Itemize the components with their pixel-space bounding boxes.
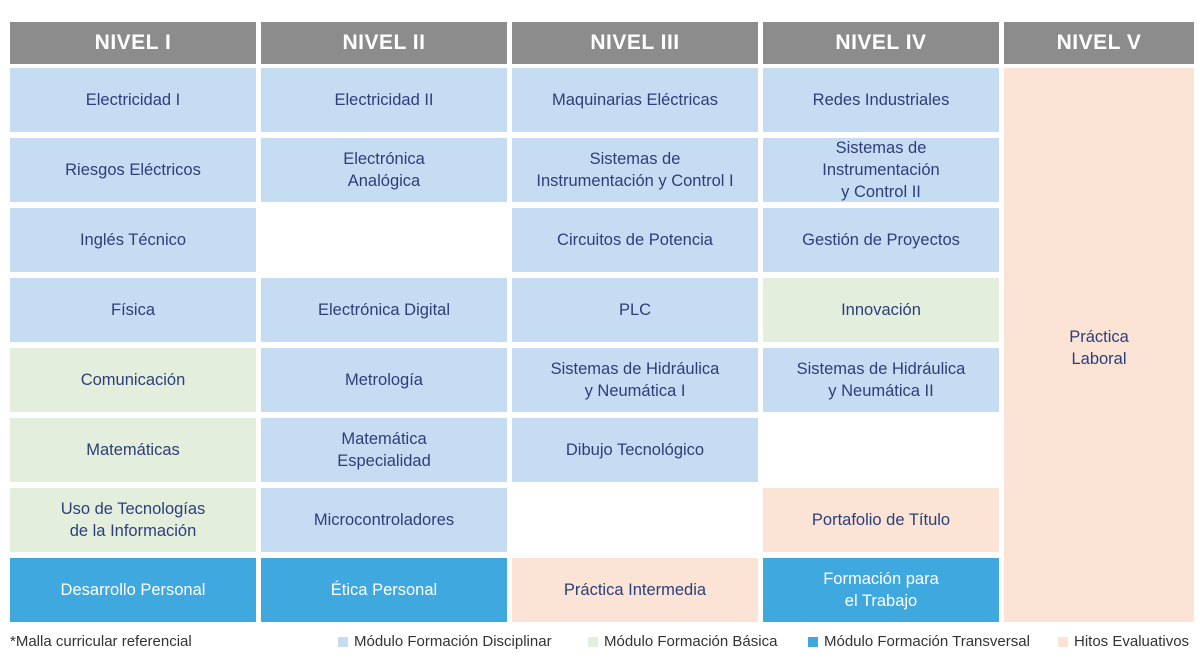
module-cell: Metrología	[261, 348, 507, 412]
level-column-3	[512, 0, 758, 664]
module-cell: Gestión de Proyectos	[763, 208, 999, 272]
legend-label: Hitos Evaluativos	[1074, 633, 1190, 650]
legend-swatch	[338, 637, 348, 647]
module-cell: Formación para el Trabajo	[763, 558, 999, 622]
legend	[0, 628, 1200, 656]
level-column-2	[261, 0, 507, 664]
level-header: NIVEL V	[1004, 22, 1194, 64]
legend-swatch	[588, 637, 598, 647]
module-cell: Redes Industriales	[763, 68, 999, 132]
module-cell: Electrónica Analógica	[261, 138, 507, 202]
module-cell: Maquinarias Eléctricas	[512, 68, 758, 132]
module-cell: Circuitos de Potencia	[512, 208, 758, 272]
module-cell: Microcontroladores	[261, 488, 507, 552]
legend-note: *Malla curricular referencial	[10, 633, 192, 650]
module-cell: Sistemas de Hidráulica y Neumática I	[512, 348, 758, 412]
level-column-5	[1004, 0, 1194, 664]
level-column-4	[763, 0, 999, 664]
legend-label: Módulo Formación Disciplinar	[354, 633, 552, 650]
empty-cell	[763, 418, 999, 482]
legend-label: Módulo Formación Básica	[604, 633, 778, 650]
module-cell: Riesgos Eléctricos	[10, 138, 256, 202]
module-cell: Inglés Técnico	[10, 208, 256, 272]
module-cell: PLC	[512, 278, 758, 342]
module-cell: Física	[10, 278, 256, 342]
legend-swatch	[1058, 637, 1068, 647]
module-cell: Práctica Intermedia	[512, 558, 758, 622]
legend-swatch	[808, 637, 818, 647]
legend-item-basica	[588, 633, 777, 650]
module-cell: Matemática Especialidad	[261, 418, 507, 482]
module-cell: Uso de Tecnologías de la Información	[10, 488, 256, 552]
level-column-1	[10, 0, 256, 664]
level-header: NIVEL II	[261, 22, 507, 64]
legend-item-transversal	[808, 633, 1030, 650]
level-header: NIVEL I	[10, 22, 256, 64]
empty-cell	[261, 208, 507, 272]
module-cell: Dibujo Tecnológico	[512, 418, 758, 482]
module-cell: Ética Personal	[261, 558, 507, 622]
module-cell-practica-laboral: Práctica Laboral	[1004, 68, 1194, 622]
module-cell: Innovación	[763, 278, 999, 342]
level-header: NIVEL IV	[763, 22, 999, 64]
module-cell: Sistemas de Hidráulica y Neumática II	[763, 348, 999, 412]
module-cell: Sistemas de Instrumentación y Control II	[763, 138, 999, 202]
legend-label: Módulo Formación Transversal	[824, 633, 1030, 650]
module-cell: Sistemas de Instrumentación y Control I	[512, 138, 758, 202]
empty-cell	[512, 488, 758, 552]
module-cell: Comunicación	[10, 348, 256, 412]
module-cell: Electrónica Digital	[261, 278, 507, 342]
module-cell: Matemáticas	[10, 418, 256, 482]
level-header: NIVEL III	[512, 22, 758, 64]
module-cell: Portafolio de Título	[763, 488, 999, 552]
module-cell: Electricidad I	[10, 68, 256, 132]
legend-item-hitos	[1058, 633, 1189, 650]
module-cell: Electricidad II	[261, 68, 507, 132]
module-cell: Desarrollo Personal	[10, 558, 256, 622]
legend-item-disciplinar	[338, 633, 552, 650]
